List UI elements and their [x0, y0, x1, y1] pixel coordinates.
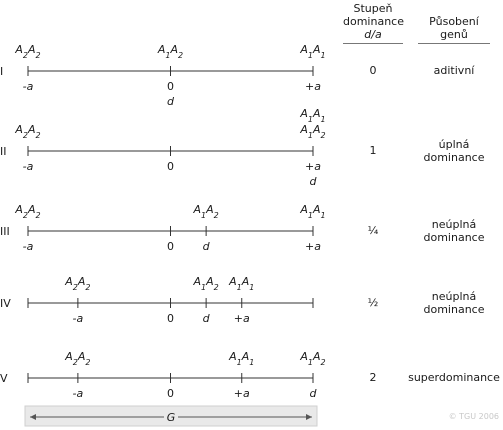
row-3 [0, 203, 326, 253]
axis-value-label: 0 [167, 312, 174, 325]
degree-header-line3: d/a [364, 28, 382, 41]
genotype-label-a1a2: $A_1A_2$ [300, 350, 326, 367]
row-4 [0, 275, 313, 325]
copyright-credit: © TGU 2006 [448, 412, 499, 421]
row-effect-line: dominance [423, 150, 485, 164]
axis-value-label: +a [233, 312, 250, 325]
row-effect-line: dominance [423, 302, 485, 316]
axis-value-label: d [202, 240, 210, 253]
axis-value-label: +a [305, 80, 321, 93]
genotype-label-a2a2: $A_2A_2$ [15, 203, 41, 220]
row-degree-value: 0 [369, 64, 377, 77]
row-2 [0, 107, 326, 188]
genotype-label-a2a2: $A_2A_2$ [15, 123, 41, 140]
row-roman-numeral: IV [0, 297, 11, 310]
row-effect-line: neúplná [431, 289, 477, 303]
genotype-label-a1a1: $A_1A_1$ [300, 203, 326, 220]
row-effect-value [404, 290, 503, 316]
effect-header-line2: genů [440, 28, 468, 41]
axis-value-label: -a [22, 80, 34, 93]
genotype-label-a1a2: $A_1A_2$ [157, 43, 184, 60]
degree-header-line2: dominance [343, 15, 404, 28]
genotype-label-a1a1: $A_1A_1$ [300, 107, 326, 124]
axis-value-label: +a [305, 240, 321, 253]
g-axis-label: G [166, 411, 176, 424]
axis-value-label: -a [72, 312, 84, 325]
axis-value-label: -a [22, 160, 34, 173]
axis-value-label: 0 [167, 160, 174, 173]
degree-header-line1: Stupeň [353, 2, 393, 15]
row-effect-line: úplná [438, 137, 470, 151]
row-effect-value [404, 138, 503, 164]
row-effect-value [404, 64, 503, 77]
genotype-label-a2a2: $A_2A_2$ [15, 43, 41, 60]
g-axis [25, 406, 317, 426]
row-degree-value: ¼ [367, 224, 379, 237]
row-effect-value [404, 218, 503, 244]
genotype-label-a2a2: $A_2A_2$ [65, 350, 91, 367]
degree-header-rule [343, 43, 403, 44]
genotype-label-a1a2: $A_1A_2$ [193, 275, 219, 292]
effect-header [414, 15, 494, 41]
genotype-label-a1a1: $A_1A_1$ [300, 43, 326, 60]
row-degree-value: ½ [367, 296, 379, 309]
genotype-label-a2a2: $A_2A_2$ [65, 275, 91, 292]
row-effect-line: superdominance [408, 371, 500, 384]
genotype-label-a1a1: $A_1A_1$ [229, 350, 255, 367]
row-5 [0, 350, 326, 400]
degree-header [343, 2, 403, 41]
row-effect-value [404, 371, 503, 384]
row-roman-numeral: II [0, 145, 7, 158]
axis-value-label: -a [72, 387, 84, 400]
axis-value-label: -a [22, 240, 34, 253]
effect-header-line1: Působení [429, 15, 479, 28]
row-roman-numeral: I [0, 65, 4, 78]
genotype-label-a1a2: $A_1A_2$ [193, 203, 219, 220]
axis-value-label: d [167, 95, 174, 108]
row-effect-line: neúplná [431, 217, 477, 231]
row-degree-value: 1 [369, 144, 377, 157]
row-roman-numeral: V [0, 372, 8, 385]
row-1 [0, 43, 326, 108]
row-roman-numeral: III [0, 225, 10, 238]
genotype-label-a1a1: $A_1A_1$ [229, 275, 255, 292]
effect-header-rule [418, 43, 490, 44]
axis-value-label: 0 [167, 240, 174, 253]
axis-value-label: d [202, 312, 210, 325]
axis-value-label: 0 [167, 80, 174, 93]
row-degree-value: 2 [369, 371, 377, 384]
row-effect-line: aditivní [433, 64, 475, 77]
axis-value-label: +a [305, 160, 321, 173]
axis-value-label: d [309, 175, 317, 188]
genotype-label-a1a2: $A_1A_2$ [300, 123, 326, 140]
row-effect-line: dominance [423, 230, 485, 244]
axis-value-label: 0 [167, 387, 174, 400]
axis-value-label: +a [233, 387, 250, 400]
axis-value-label: d [309, 387, 317, 400]
